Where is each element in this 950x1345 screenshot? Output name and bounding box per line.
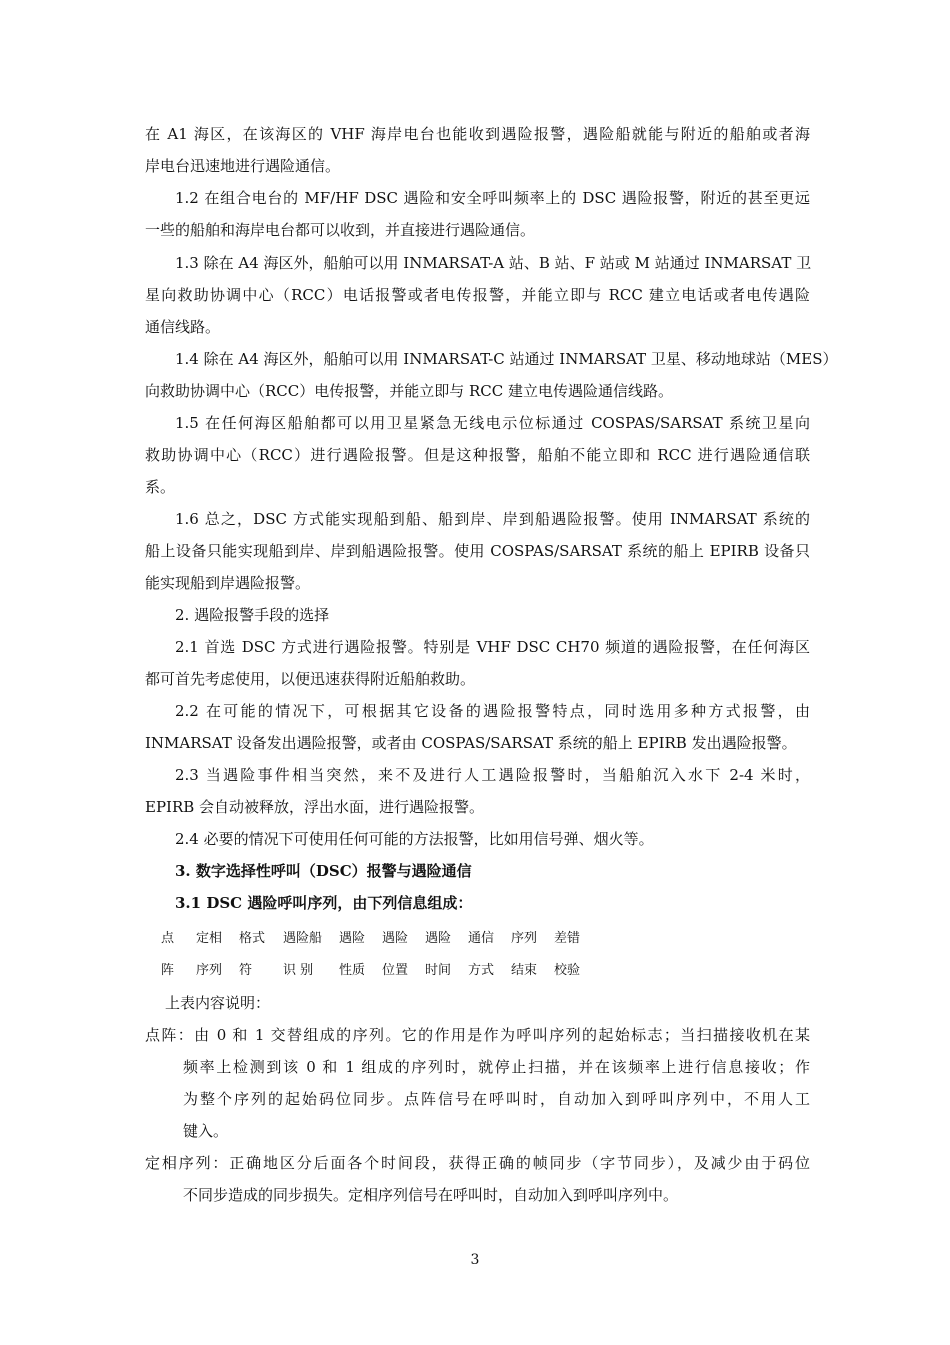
- table-cell: 位置: [382, 963, 409, 978]
- table-note: 上表内容说明：: [165, 994, 271, 1012]
- paragraph-line: 都可首先考虑使用，以便迅速获得附近船舶救助。: [145, 670, 476, 688]
- paragraph-line: 2.1 首选 DSC 方式进行遇险报警。特别是 VHF DSC CH70 频道的遇险报警，在任何海区: [175, 638, 810, 656]
- section-heading: 3. 数字选择性呼叫（DSC）报警与遇险通信: [175, 862, 472, 880]
- table-cell: 通信: [468, 931, 495, 946]
- table-cell: 差错: [554, 931, 581, 946]
- table-cell: 时间: [425, 963, 452, 978]
- paragraph-line: 救助协调中心（RCC）进行遇险报警。但是这种报警，船舶不能立即和 RCC 进行遇险通信联: [145, 446, 810, 464]
- paragraph-line: 星向救助协调中心（RCC）电话报警或者电传报警，并能立即与 RCC 建立电话或者电传遇险: [145, 286, 810, 304]
- table-cell: 阵: [161, 963, 175, 978]
- paragraph-line: EPIRB 会自动被释放，浮出水面，进行遇险报警。: [145, 798, 485, 816]
- paragraph-line: 1.6 总之，DSC 方式能实现船到船、船到岸、岸到船遇险报警。使用 INMARSAT 系统的: [175, 510, 810, 528]
- paragraph-line: 2.3 当遇险事件相当突然，来不及进行人工遇险报警时，当船舶沉入水下 2-4 米时，: [175, 766, 810, 784]
- definition-line: 为整个序列的起始码位同步。点阵信号在呼叫时，自动加入到呼叫序列中，不用人工: [183, 1090, 810, 1108]
- paragraph-line: 一些的船舶和海岸电台都可以收到，并直接进行遇险通信。: [145, 221, 536, 239]
- table-cell: 方式: [468, 963, 495, 978]
- paragraph-line: 1.5 在任何海区船舶都可以用卫星紧急无线电示位标通过 COSPAS/SARSAT 系统卫星向: [175, 414, 810, 432]
- paragraph-line: 在 A1 海区，在该海区的 VHF 海岸电台也能收到遇险报警，遇险船就能与附近的船舶或者海: [145, 125, 810, 143]
- paragraph-line: 1.3 除在 A4 海区外，船舶可以用 INMARSAT-A 站、B 站、F 站或 M 站通过 INMARSAT 卫: [175, 254, 812, 272]
- table-cell: 结束: [511, 963, 538, 978]
- section-heading: 2. 遇险报警手段的选择: [175, 606, 330, 624]
- table-cell: 校验: [554, 963, 581, 978]
- paragraph-line: 岸电台迅速地进行遇险通信。: [145, 157, 341, 175]
- paragraph-line: 船上设备只能实现船到岸、岸到船遇险报警。使用 COSPAS/SARSAT 系统的船上 EPIRB 设备只: [145, 542, 810, 560]
- table-cell: 定相: [196, 931, 223, 946]
- definition-line: 不同步造成的同步损失。定相序列信号在呼叫时，自动加入到呼叫序列中。: [183, 1186, 679, 1204]
- paragraph-line: 2.4 必要的情况下可使用任何可能的方法报警，比如用信号弹、烟火等。: [175, 830, 654, 848]
- table-cell: 序列: [196, 963, 223, 978]
- subsection-heading: 3.1 DSC 遇险呼叫序列，由下列信息组成：: [175, 894, 473, 912]
- paragraph-line: 1.4 除在 A4 海区外，船舶可以用 INMARSAT-C 站通过 INMARSAT 卫星、移动地球站（MES）: [175, 350, 838, 368]
- table-cell: 符: [239, 963, 253, 978]
- definition-line: 定相序列：正确地区分后面各个时间段，获得正确的帧同步（字节同步），及减少由于码位: [145, 1154, 810, 1172]
- paragraph-line: INMARSAT 设备发出遇险报警，或者由 COSPAS/SARSAT 系统的船上 EPIRB 发出遇险报警。: [145, 734, 797, 752]
- table-cell: 遇险: [425, 931, 452, 946]
- paragraph-line: 通信线路。: [145, 318, 221, 336]
- definition-line: 频率上检测到该 0 和 1 组成的序列时，就停止扫描，并在该频率上进行信息接收；作: [183, 1058, 810, 1076]
- table-cell: 遇险: [339, 931, 366, 946]
- paragraph-line: 向救助协调中心（RCC）电传报警，并能立即与 RCC 建立电传遇险通信线路。: [145, 382, 674, 400]
- page-number: 3: [470, 1252, 480, 1268]
- paragraph-line: 2.2 在可能的情况下，可根据其它设备的遇险报警特点，同时选用多种方式报警，由: [175, 702, 810, 720]
- table-cell: 点: [161, 931, 175, 946]
- paragraph-line: 1.2 在组合电台的 MF/HF DSC 遇险和安全呼叫频率上的 DSC 遇险报警，附近的甚至更远: [175, 189, 810, 207]
- table-cell: 性质: [339, 963, 366, 978]
- table-cell: 序列: [511, 931, 538, 946]
- definition-line: 点阵：由 0 和 1 交替组成的序列。它的作用是作为呼叫序列的起始标志；当扫描接收机在某: [145, 1026, 810, 1044]
- table-cell: 格式: [239, 931, 266, 946]
- table-cell: 遇险船: [283, 931, 323, 946]
- table-cell: 识 别: [283, 963, 314, 978]
- table-cell: 遇险: [382, 931, 409, 946]
- definition-line: 键入。: [183, 1122, 229, 1140]
- paragraph-line: 能实现船到岸遇险报警。: [145, 574, 311, 592]
- paragraph-line: 系。: [145, 478, 176, 496]
